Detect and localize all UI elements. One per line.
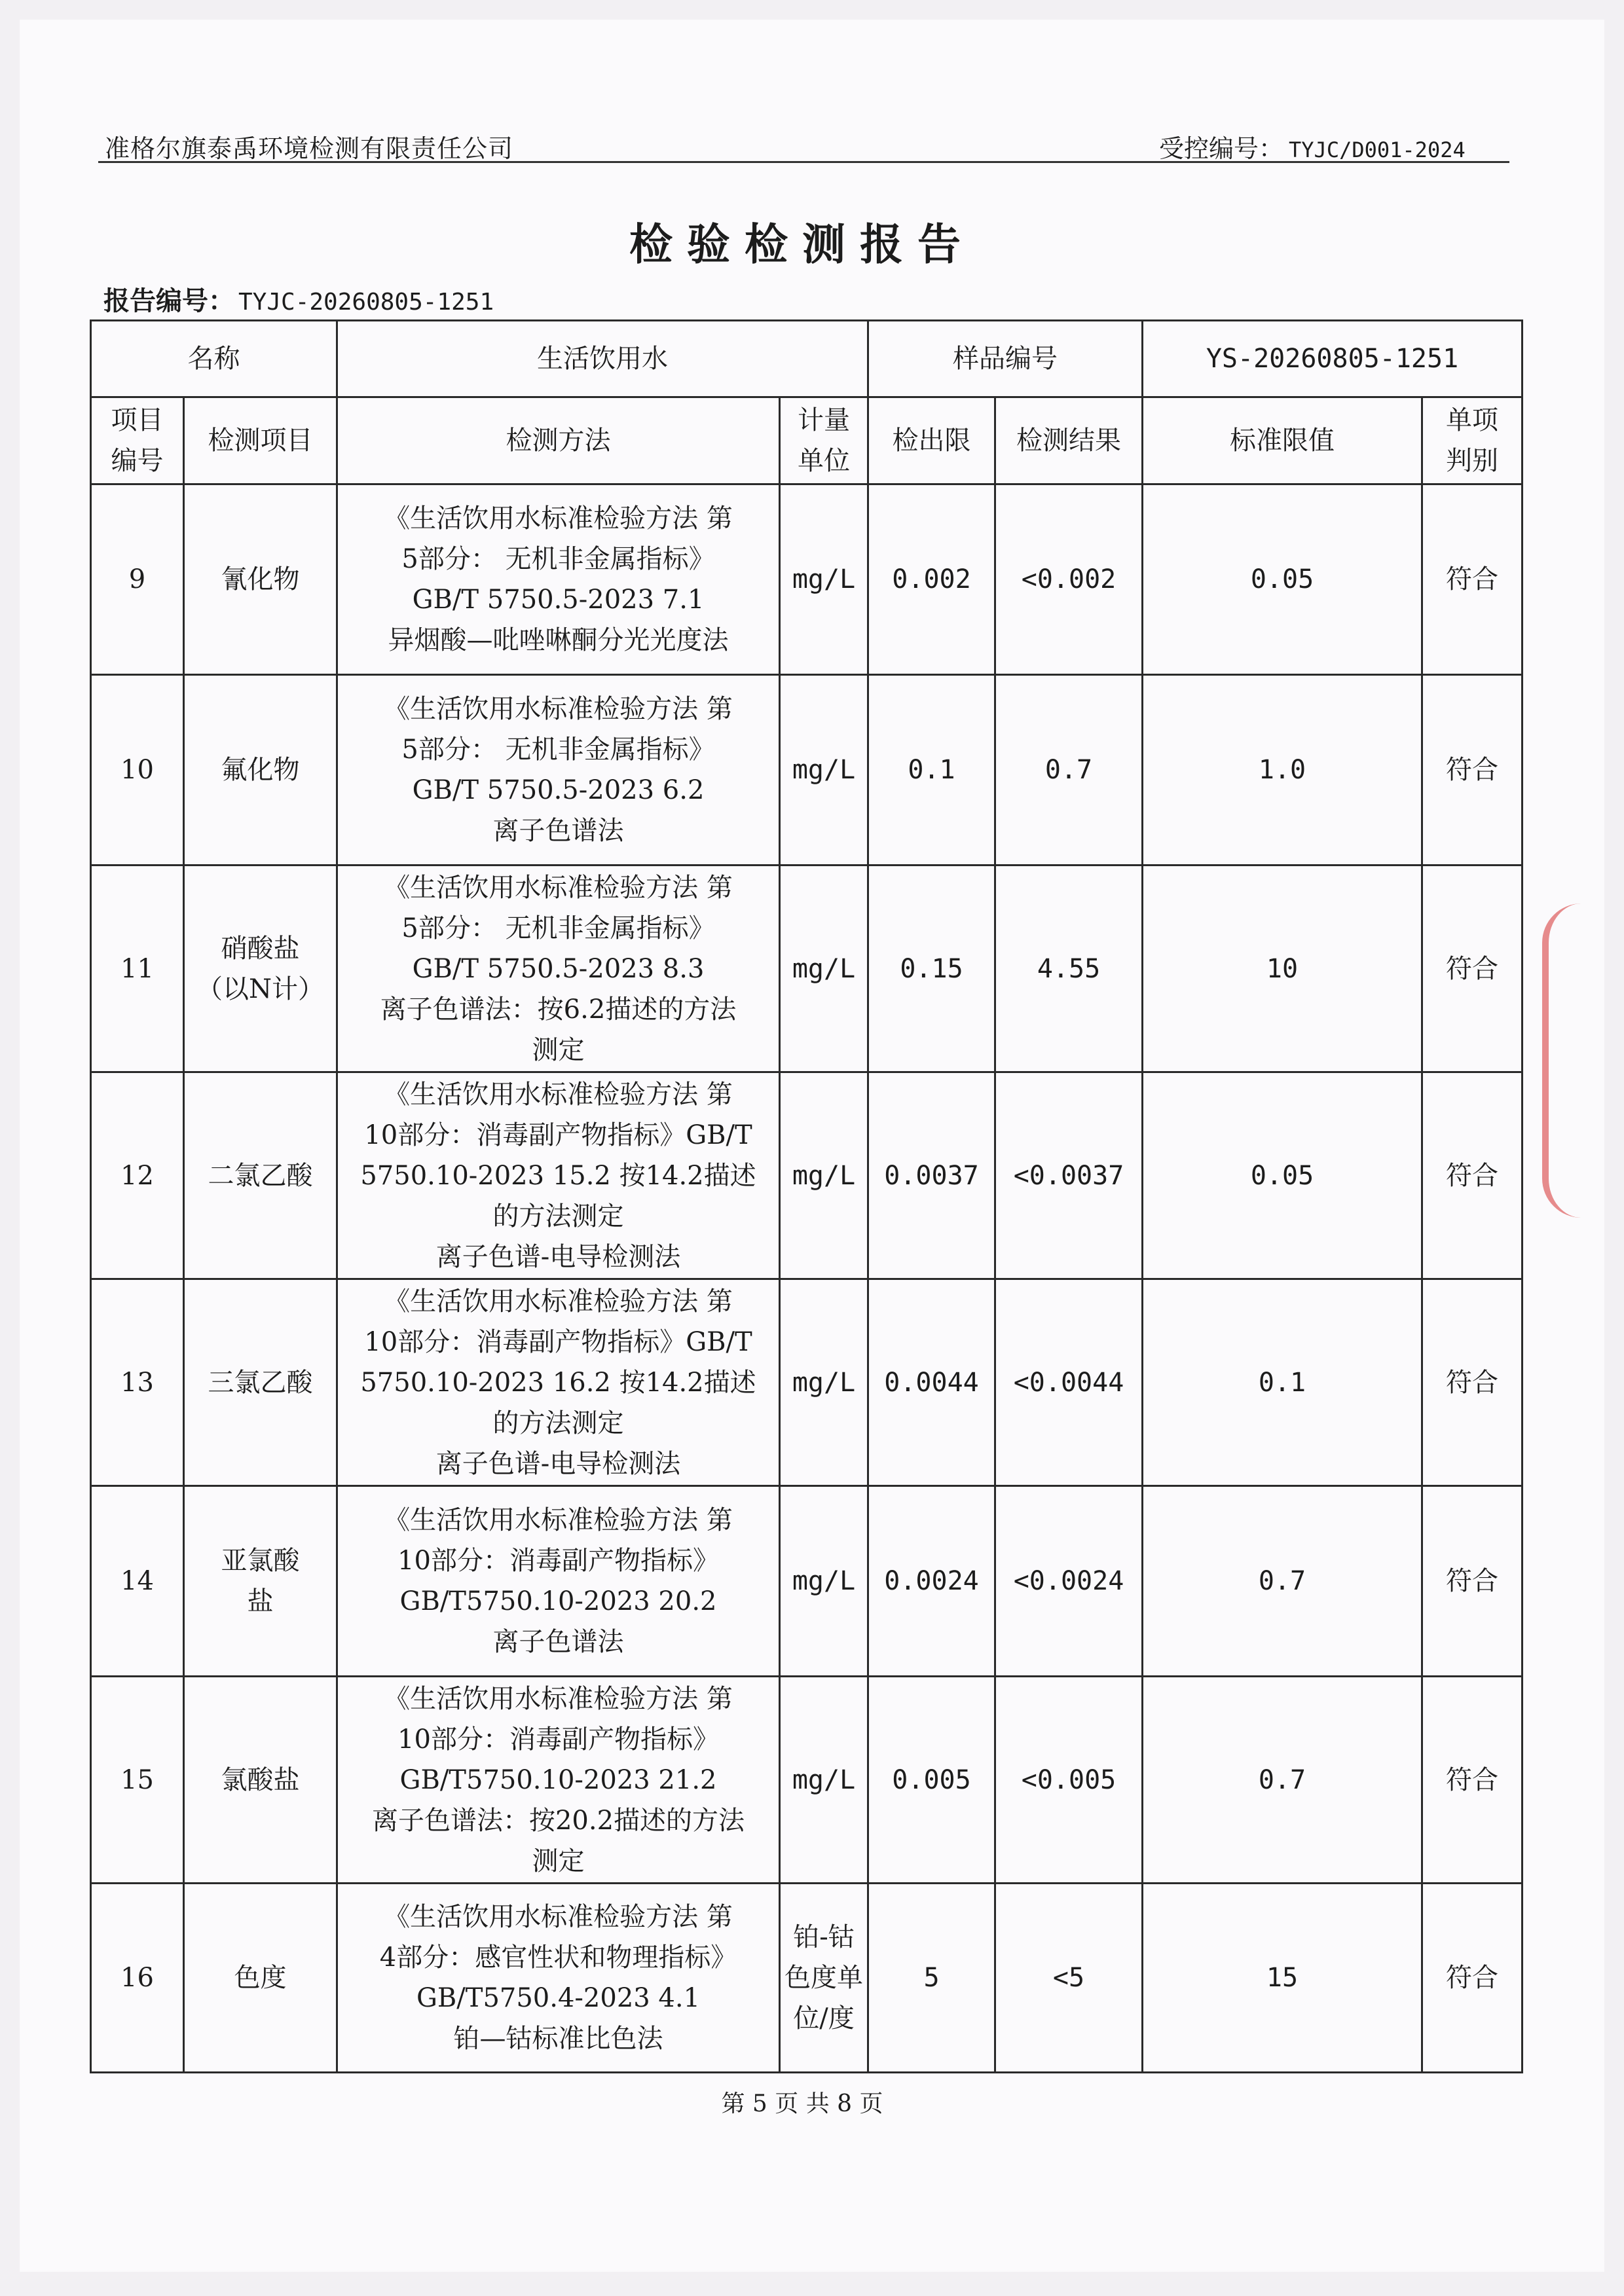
judgement-cell: 符合 <box>1422 866 1522 1072</box>
method-cell: 《生活饮用水标准检验方法 第 5部分： 无机非金属指标》 GB/T 5750.5-2023 7.1 异烟酸—吡唑啉酮分光光度法 <box>337 484 780 675</box>
unit-cell: 铂-钴 色度单 位/度 <box>780 1884 868 2073</box>
unit-cell: mg/L <box>780 1486 868 1677</box>
judgement-cell: 符合 <box>1422 675 1522 866</box>
table-row <box>91 1279 1522 1486</box>
method-cell: 《生活饮用水标准检验方法 第 5部分： 无机非金属指标》 GB/T 5750.5-2023 6.2 离子色谱法 <box>337 675 780 866</box>
table-row <box>91 1677 1522 1884</box>
item-cell: 色度 <box>184 1884 337 2073</box>
item-no-cell: 11 <box>91 866 184 1072</box>
judgement-cell: 符合 <box>1422 1486 1522 1677</box>
detection-limit-cell: 0.0024 <box>868 1486 995 1677</box>
result-cell: <0.002 <box>995 484 1143 675</box>
sample-name-value: 生活饮用水 <box>337 321 868 397</box>
col-standard: 标准限值 <box>1143 397 1422 484</box>
standard-cell: 10 <box>1143 866 1422 1072</box>
result-cell: <0.005 <box>995 1677 1143 1884</box>
item-no-cell: 9 <box>91 484 184 675</box>
table-row <box>91 866 1522 1072</box>
item-cell: 亚氯酸 盐 <box>184 1486 337 1677</box>
method-cell: 《生活饮用水标准检验方法 第 10部分：消毒副产物指标》GB/T 5750.10-2023 16.2 按14.2描述 的方法测定 离子色谱-电导检测法 <box>337 1279 780 1486</box>
control-number <box>1159 128 1466 164</box>
table-row <box>91 1072 1522 1279</box>
col-method: 检测方法 <box>337 397 780 484</box>
result-cell: 4.55 <box>995 866 1143 1072</box>
sample-number-label: 样品编号 <box>868 321 1143 397</box>
sample-number-value: YS-20260805-1251 <box>1143 321 1522 397</box>
item-no-cell: 10 <box>91 675 184 866</box>
item-no-cell: 14 <box>91 1486 184 1677</box>
sample-name-label: 名称 <box>91 321 337 397</box>
col-judgement: 单项 判别 <box>1422 397 1522 484</box>
result-cell: <0.0024 <box>995 1486 1143 1677</box>
item-no-cell: 16 <box>91 1884 184 2073</box>
detection-limit-cell: 0.0044 <box>868 1279 995 1486</box>
header-divider <box>98 161 1509 163</box>
detection-limit-cell: 0.15 <box>868 866 995 1072</box>
control-number-value: TYJC/D001-2024 <box>1289 137 1466 162</box>
results-table <box>90 319 1523 2073</box>
col-item: 检测项目 <box>184 397 337 484</box>
table-row <box>91 1884 1522 2073</box>
col-detection-limit: 检出限 <box>868 397 995 484</box>
item-no-cell: 12 <box>91 1072 184 1279</box>
table-row <box>91 484 1522 675</box>
item-cell: 氯酸盐 <box>184 1677 337 1884</box>
standard-cell: 0.7 <box>1143 1486 1422 1677</box>
unit-cell: mg/L <box>780 866 868 1072</box>
method-cell: 《生活饮用水标准检验方法 第 4部分：感官性状和物理指标》 GB/T5750.4-2023 4.1 铂—钴标准比色法 <box>337 1884 780 2073</box>
company-name: 准格尔旗泰禹环境检测有限责任公司 <box>105 134 514 163</box>
standard-cell: 0.7 <box>1143 1677 1422 1884</box>
result-cell: 0.7 <box>995 675 1143 866</box>
item-no-cell: 15 <box>91 1677 184 1884</box>
col-unit: 计量 单位 <box>780 397 868 484</box>
report-number-value: TYJC-20260805-1251 <box>238 289 494 316</box>
control-number-label: 受控编号： <box>1159 134 1284 163</box>
report-number <box>103 280 494 318</box>
judgement-cell: 符合 <box>1422 484 1522 675</box>
item-cell: 氰化物 <box>184 484 337 675</box>
detection-limit-cell: 0.002 <box>868 484 995 675</box>
judgement-cell: 符合 <box>1422 1884 1522 2073</box>
page-footer: 第 5 页 共 8 页 <box>721 2090 883 2117</box>
item-cell: 二氯乙酸 <box>184 1072 337 1279</box>
item-cell: 三氯乙酸 <box>184 1279 337 1486</box>
standard-cell: 1.0 <box>1143 675 1422 866</box>
method-cell: 《生活饮用水标准检验方法 第 10部分：消毒副产物指标》 GB/T5750.10-2023 20.2 离子色谱法 <box>337 1486 780 1677</box>
meta-row <box>91 321 1522 397</box>
table-row <box>91 675 1522 866</box>
unit-cell: mg/L <box>780 484 868 675</box>
item-no-cell: 13 <box>91 1279 184 1486</box>
table-row <box>91 1486 1522 1677</box>
judgement-cell: 符合 <box>1422 1677 1522 1884</box>
method-cell: 《生活饮用水标准检验方法 第 10部分：消毒副产物指标》GB/T 5750.10-2023 15.2 按14.2描述 的方法测定 离子色谱-电导检测法 <box>337 1072 780 1279</box>
result-cell: <5 <box>995 1884 1143 2073</box>
item-cell: 硝酸盐 （以N计） <box>184 866 337 1072</box>
judgement-cell: 符合 <box>1422 1072 1522 1279</box>
unit-cell: mg/L <box>780 1072 868 1279</box>
unit-cell: mg/L <box>780 1677 868 1884</box>
col-item-no: 项目 编号 <box>91 397 184 484</box>
unit-cell: mg/L <box>780 1279 868 1486</box>
column-header-row <box>91 397 1522 484</box>
detection-limit-cell: 0.0037 <box>868 1072 995 1279</box>
report-number-label: 报告编号： <box>103 285 234 316</box>
detection-limit-cell: 0.1 <box>868 675 995 866</box>
detection-limit-cell: 0.005 <box>868 1677 995 1884</box>
standard-cell: 15 <box>1143 1884 1422 2073</box>
result-cell: <0.0044 <box>995 1279 1143 1486</box>
seal-stamp <box>1542 903 1621 1218</box>
item-cell: 氟化物 <box>184 675 337 866</box>
judgement-cell: 符合 <box>1422 1279 1522 1486</box>
report-title: 检验检测报告 <box>629 219 975 270</box>
unit-cell: mg/L <box>780 675 868 866</box>
standard-cell: 0.1 <box>1143 1279 1422 1486</box>
detection-limit-cell: 5 <box>868 1884 995 2073</box>
method-cell: 《生活饮用水标准检验方法 第 5部分： 无机非金属指标》 GB/T 5750.5-2023 8.3 离子色谱法：按6.2描述的方法 测定 <box>337 866 780 1072</box>
method-cell: 《生活饮用水标准检验方法 第 10部分：消毒副产物指标》 GB/T5750.10-2023 21.2 离子色谱法：按20.2描述的方法 测定 <box>337 1677 780 1884</box>
col-result: 检测结果 <box>995 397 1143 484</box>
standard-cell: 0.05 <box>1143 1072 1422 1279</box>
standard-cell: 0.05 <box>1143 484 1422 675</box>
result-cell: <0.0037 <box>995 1072 1143 1279</box>
